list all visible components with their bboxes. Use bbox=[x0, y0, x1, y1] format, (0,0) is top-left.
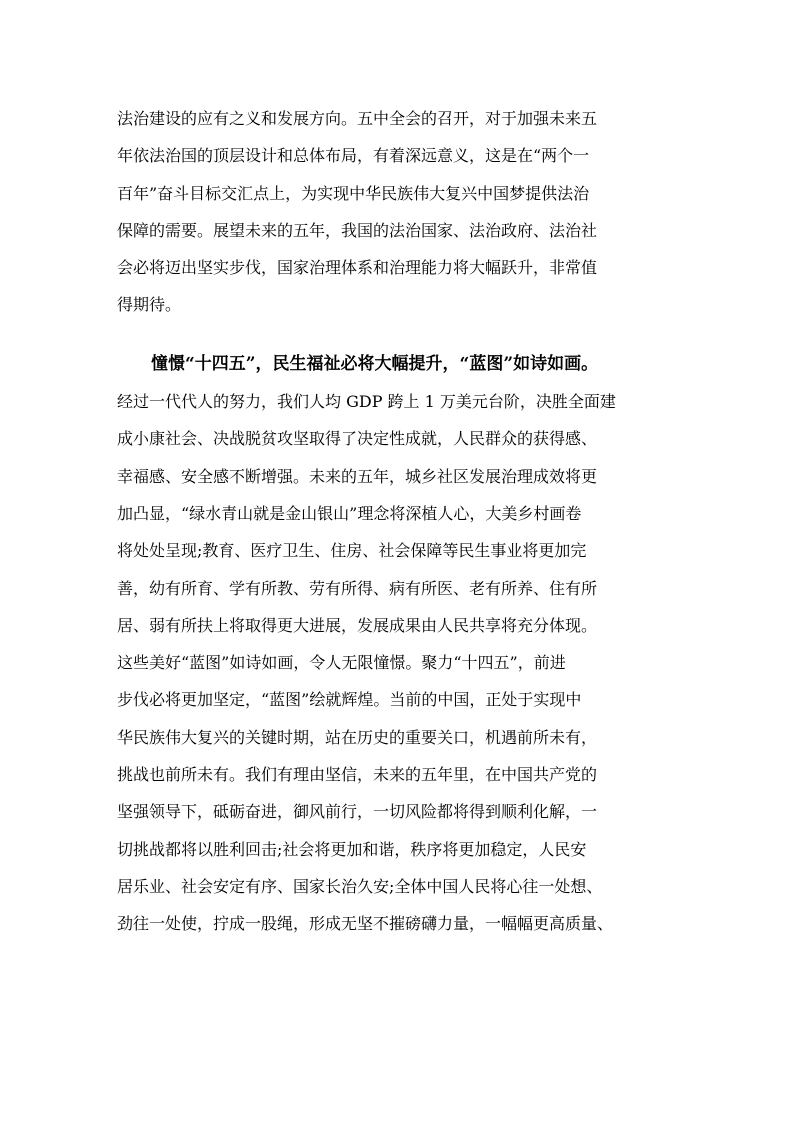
text-line: 加凸显，“绿水青山就是金山银山”理念将深植人心，大美乡村画卷 bbox=[117, 503, 582, 523]
text-line: 幸福感、安全感不断增强。未来的五年，城乡社区发展治理成效将更 bbox=[117, 466, 598, 486]
text-line: 善，幼有所育、学有所教、劳有所得、病有所医、老有所养、住有所 bbox=[117, 578, 598, 598]
text-line: 这些美好“蓝图”如诗如画，令人无限憧憬。聚力“十四五”，前进 bbox=[117, 653, 566, 673]
text-line: 切挑战都将以胜利回击;社会将更加和谐，秩序将更加稳定，人民安 bbox=[117, 839, 587, 859]
text-line: 坚强领导下，砥砺奋进，御风前行，一切风险都将得到顺利化解，一 bbox=[117, 802, 598, 822]
text-line: 百年”奋斗目标交汇点上，为实现中华民族伟大复兴中国梦提供法治 bbox=[117, 183, 590, 203]
text-line: 劲往一处使，拧成一股绳，形成无坚不摧磅礴力量，一幅幅更高质量、 bbox=[117, 914, 614, 934]
document-body bbox=[117, 100, 677, 943]
text-line: 成小康社会、决战脱贫攻坚取得了决定性成就，人民群众的获得感、 bbox=[117, 429, 598, 449]
text-line: 居乐业、社会安定有序、国家长治久安;全体中国人民将心往一处想、 bbox=[117, 876, 603, 896]
text-line: 经过一代代人的努力，我们人均 GDP 跨上 1 万美元台阶，决胜全面建 bbox=[117, 392, 616, 412]
text-line: 将处处呈现;教育、医疗卫生、住房、社会保障等民生事业将更加完 bbox=[117, 541, 587, 561]
text-line: 挑战也前所未有。我们有理由坚信，未来的五年里，在中国共产党的 bbox=[117, 765, 598, 785]
text-line: 会必将迈出坚实步伐，国家治理体系和治理能力将大幅跃升，非常值 bbox=[117, 258, 598, 278]
text-line: 得期待。 bbox=[117, 295, 182, 315]
paragraph-heading: 憧憬“十四五”，民生福祉必将大幅提升，“蓝图”如诗如画。 bbox=[117, 353, 599, 374]
text-line: 年依法治国的顶层设计和总体布局，有着深远意义，这是在“两个一 bbox=[117, 146, 590, 166]
text-line: 步伐必将更加坚定，“蓝图”绘就辉煌。当前的中国，正处于实现中 bbox=[117, 690, 582, 710]
text-line: 华民族伟大复兴的关键时期，站在历史的重要关口，机遇前所未有， bbox=[117, 727, 598, 747]
paragraph-spacer bbox=[117, 324, 677, 346]
paragraph-2 bbox=[117, 346, 677, 943]
text-line: 法治建设的应有之义和发展方向。五中全会的召开，对于加强未来五 bbox=[117, 109, 598, 128]
text-line: 居、弱有所扶上将取得更大进展，发展成果由人民共享将充分体现。 bbox=[117, 615, 598, 635]
paragraph-1 bbox=[117, 100, 677, 324]
text-line: 保障的需要。展望未来的五年，我国的法治国家、法治政府、法治社 bbox=[117, 220, 598, 240]
